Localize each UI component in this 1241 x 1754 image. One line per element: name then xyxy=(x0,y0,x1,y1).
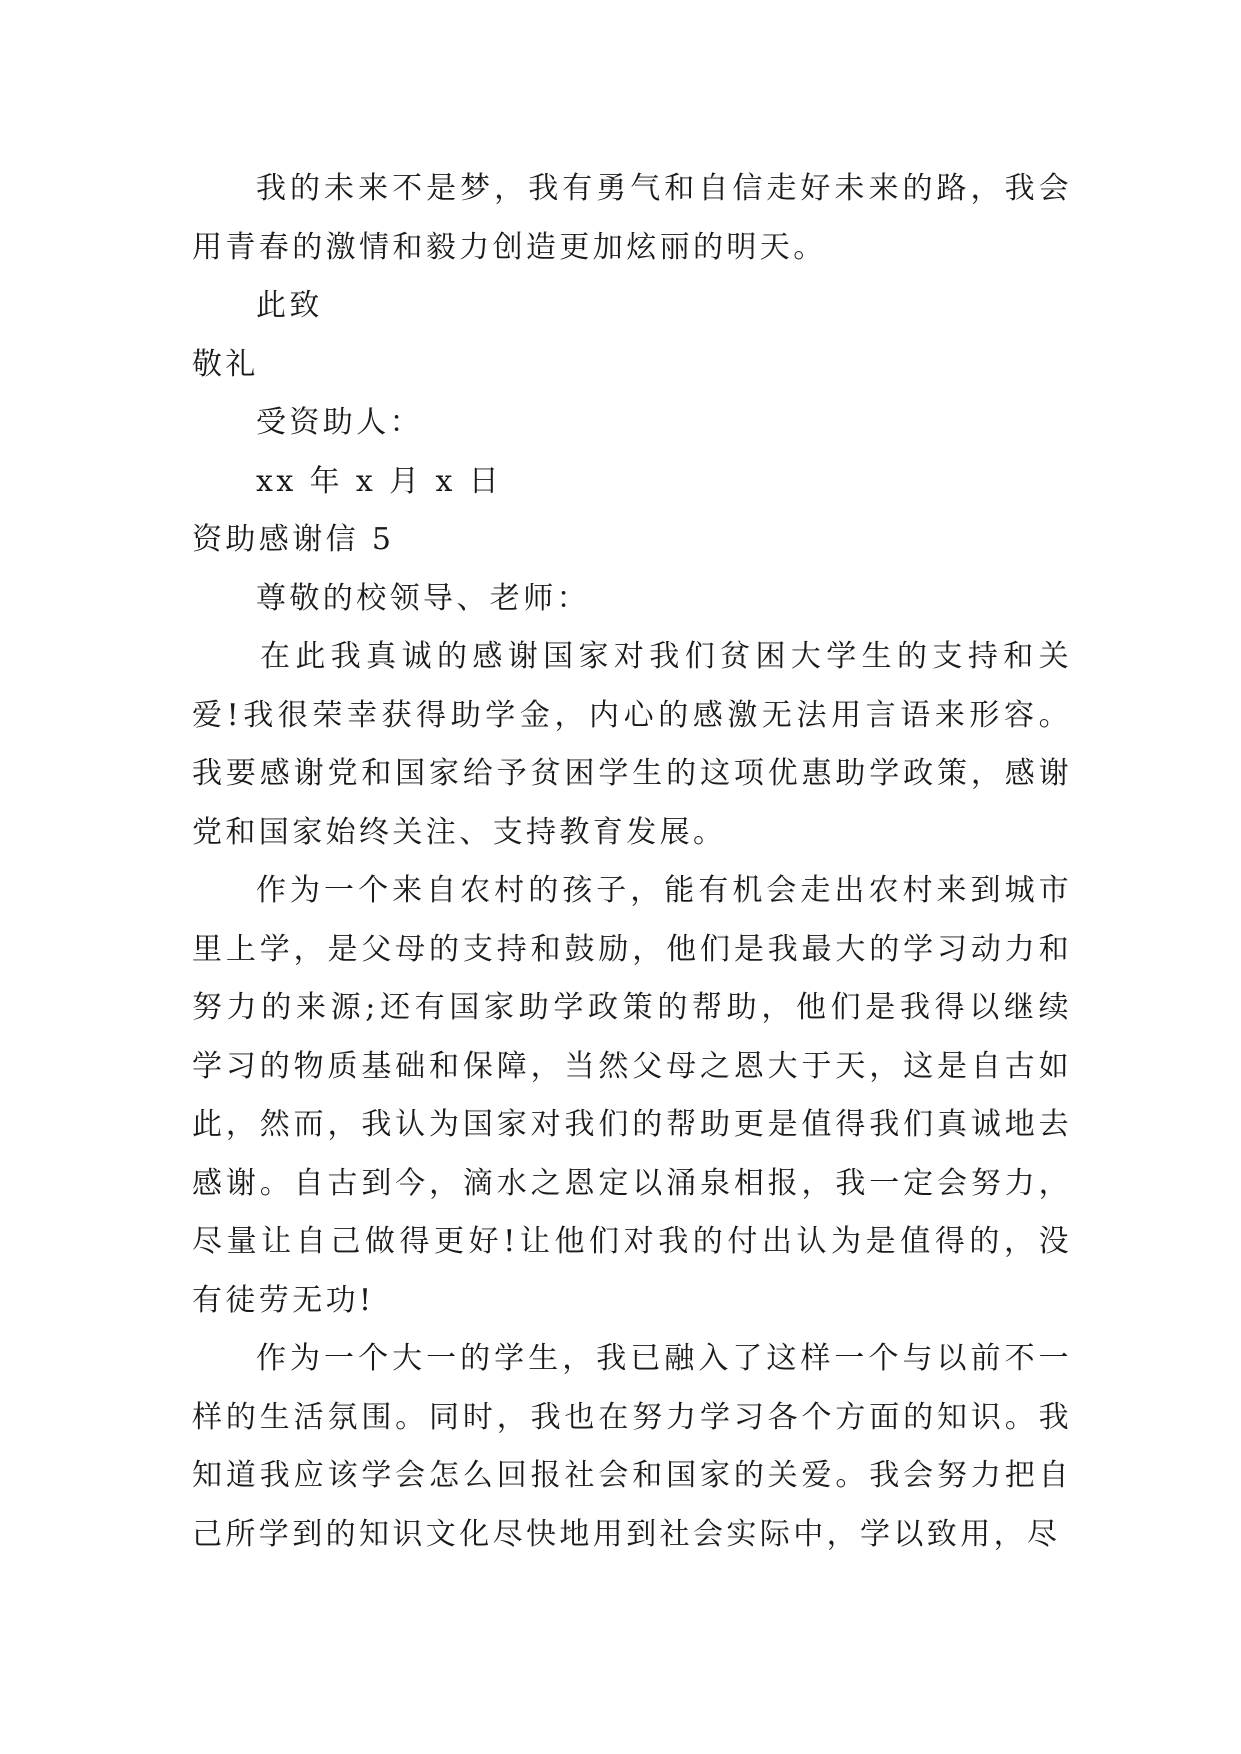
paragraph-future-dream: 我的未来不是梦，我有勇气和自信走好未来的路，我会用青春的激情和毅力创造更加炫丽的明天。 xyxy=(192,171,1072,265)
paragraph-greeting: 尊敬的校领导、老师： xyxy=(256,580,590,616)
paragraph-thanks-nation: 在此我真诚的感谢国家对我们贫困大学生的支持和关爱!我很荣幸获得助学金，内心的感激无法用言语来形容。我要感谢党和国家给予贫困学生的这项优惠助学政策，感谢党和国家始终关注、支持教育发展。 xyxy=(192,639,1072,850)
paragraph-salutation-cizhi: 此致 xyxy=(256,288,323,323)
paragraph-salutation-jingli: 敬礼 xyxy=(192,346,259,382)
letter-heading-5: 资助感谢信 5 xyxy=(192,522,395,557)
paragraph-signature-date: xx 年 x 月 x 日 xyxy=(256,463,503,499)
paragraph-signature-recipient: 受资助人： xyxy=(256,405,423,440)
letter-body xyxy=(192,160,1072,1564)
paragraph-rural-child: 作为一个来自农村的孩子，能有机会走出农村来到城市里上学，是父母的支持和鼓励，他们是我最大的学习动力和努力的来源;还有国家助学政策的帮助，他们是我得以继续学习的物质基础和保障，当然父母之恩大于天，这是自古如此，然而，我认为国家对我们的帮助更是值得我们真诚地去感谢。自古到今，滴水之恩定以涌泉相报，我一定会努力，尽量让自己做得更好!让他们对我的付出认为是值得的，没有徒劳无功! xyxy=(192,873,1072,1318)
paragraph-freshman: 作为一个大一的学生，我已融入了这样一个与以前不一样的生活氛围。同时，我也在努力学习各个方面的知识。我知道我应该学会怎么回报社会和国家的关爱。我会努力把自己所学到的知识文化尽快地用到社会实际中，学以致用，尽 xyxy=(192,1341,1072,1552)
